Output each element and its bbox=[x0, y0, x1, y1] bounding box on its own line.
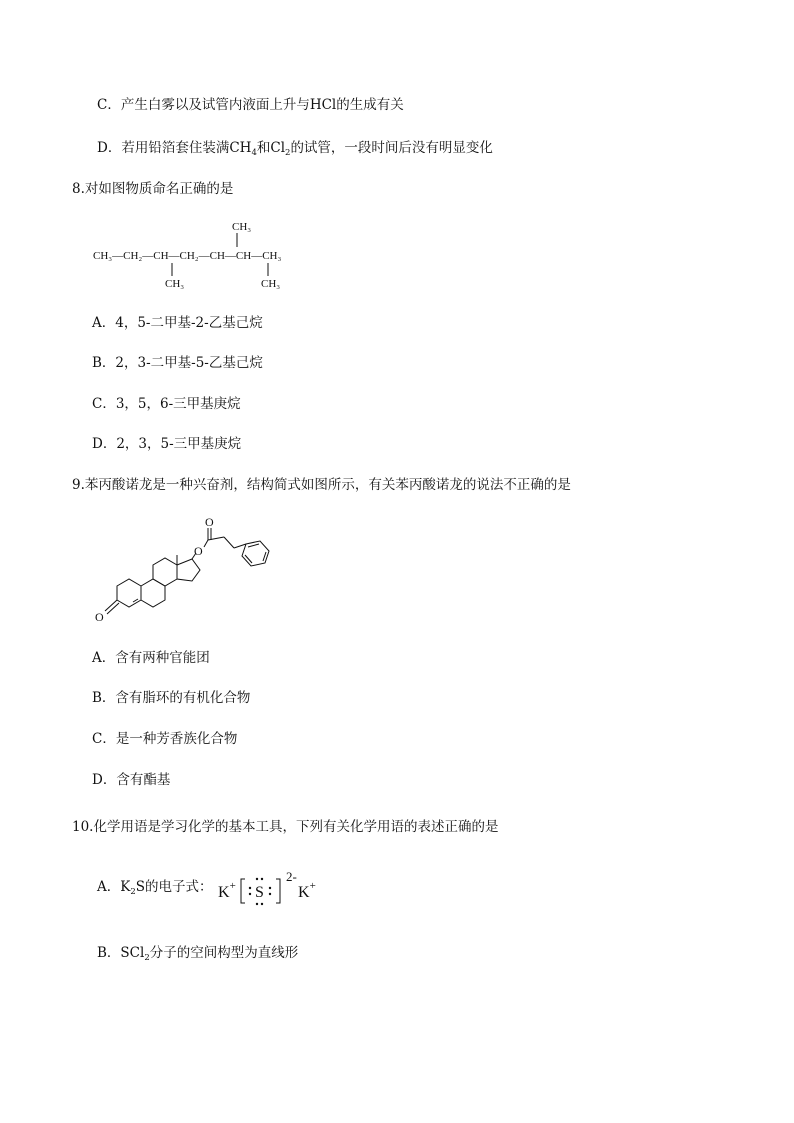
atom-o-ketone: O bbox=[95, 610, 104, 624]
chain-bond-2 bbox=[224, 537, 234, 548]
sulfur-symbol: S bbox=[255, 884, 264, 901]
ring-c bbox=[153, 558, 177, 586]
q10-option-a: A．$K_2S$的电子式： bbox=[97, 879, 213, 897]
q10-stem: 10.化学用语是学习化学的基本工具，下列有关化学用语的表述正确的是 bbox=[72, 819, 499, 835]
charge-label: 2- bbox=[286, 869, 297, 884]
q8-option-b: B．2，3-二甲基-5-乙基己烷 bbox=[92, 355, 263, 371]
chain-bond-1 bbox=[208, 537, 224, 540]
benzene-inner-2 bbox=[263, 552, 266, 561]
right-bracket bbox=[276, 879, 280, 903]
benzene-inner-1 bbox=[248, 544, 259, 547]
q8-option-d: D．2，3，5-三甲基庚烷 bbox=[92, 436, 242, 452]
q9-skeletal-structure bbox=[88, 512, 288, 632]
benzene-inner-3 bbox=[245, 555, 252, 563]
q8-main-chain: CH₃—CH₂—CH—CH₂—CH—CH—CH₃ bbox=[93, 250, 282, 262]
q9-option-b: B．含有脂环的有机化合物 bbox=[92, 690, 251, 706]
q9-option-a: A．含有两种官能团 bbox=[92, 650, 210, 666]
q9-option-d: D．含有酯基 bbox=[92, 772, 171, 788]
q7-option-c bbox=[97, 96, 404, 114]
left-bracket bbox=[241, 879, 245, 903]
q8-structural-formula bbox=[92, 218, 332, 292]
q10-option-b: B．SCl$_2$分子的空间构型为直线形 bbox=[97, 945, 299, 963]
q8-bottom-right-branch: CH₃ bbox=[261, 278, 281, 290]
ring-d bbox=[177, 559, 200, 581]
o-acyl-bond bbox=[204, 540, 208, 547]
q7-option-d: D．若用铅箔套住装满$CH_4$和$Cl_2$的试管，一段时间后没有明显变化 bbox=[97, 140, 493, 158]
q8-top-branch: CH₃ bbox=[232, 221, 252, 233]
q9-stem: 9.苯丙酸诺龙是一种兴奋剂，结构简式如图所示，有关苯丙酸诺龙的说法不正确的是 bbox=[72, 477, 571, 493]
q8-bottom-left-branch: CH₃ bbox=[165, 278, 185, 290]
potassium-ion-right: K+ bbox=[298, 880, 316, 901]
q7-option-c-text: C．产生白雾以及试管内液面上升与HCl的生成有关 bbox=[97, 97, 404, 113]
q9-option-c: C．是一种芳香族化合物 bbox=[92, 731, 238, 747]
ring-a-double-bond bbox=[133, 599, 138, 602]
chain-bond-3 bbox=[234, 544, 246, 548]
atom-o-ether: O bbox=[194, 544, 203, 558]
ring-a bbox=[117, 579, 141, 607]
carbonyl-bond-1 bbox=[105, 600, 117, 611]
q8-stem: 8.对如图物质命名正确的是 bbox=[72, 181, 234, 197]
q10-electron-formula bbox=[217, 866, 327, 910]
q8-option-a: A．4，5-二甲基-2-乙基己烷 bbox=[92, 315, 263, 331]
atom-o-carbonyl: O bbox=[205, 515, 214, 529]
ring-b bbox=[141, 579, 165, 607]
q8-option-c: C．3，5，6-三甲基庚烷 bbox=[92, 396, 241, 412]
carbonyl-bond-2 bbox=[107, 603, 119, 614]
potassium-ion-left: K+ bbox=[218, 880, 236, 901]
